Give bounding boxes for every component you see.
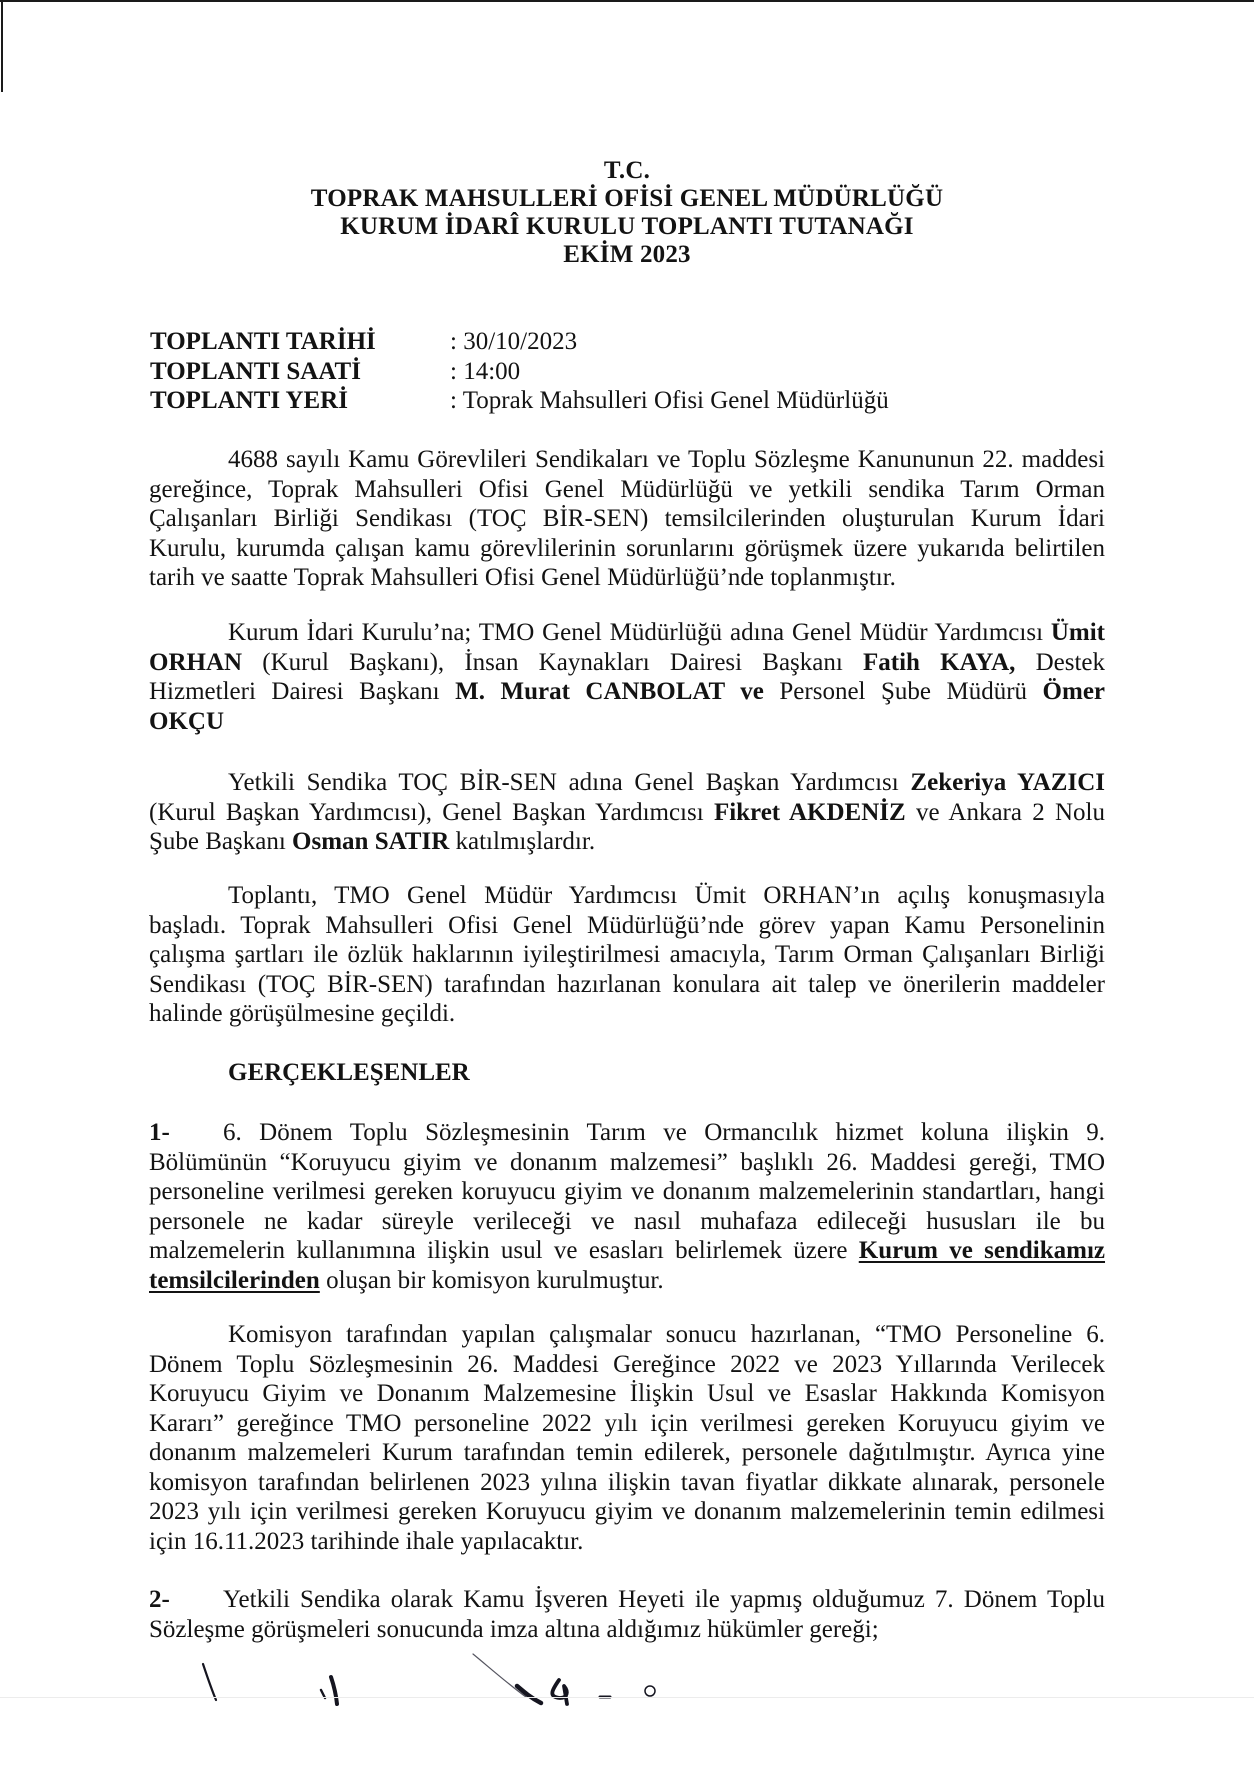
text-line bbox=[149, 1527, 1105, 1557]
meeting-date-value: : 30/10/2023 bbox=[450, 328, 578, 355]
text-run: (Kurul Başkanı), İnsan Kaynakları Dairesi Başkanı bbox=[242, 648, 864, 676]
meeting-place-value: : Toprak Mahsulleri Ofisi Genel Müdürlüğü bbox=[450, 387, 889, 414]
text-line bbox=[149, 827, 1105, 857]
scan-left-edge bbox=[1, 0, 3, 92]
text-run: malzemelerin kullanımına ilişkin usul ve esasları belirlemek üzere bbox=[149, 1237, 859, 1264]
text-run: katılmışlardır. bbox=[449, 828, 596, 855]
country-abbreviation: T.C. bbox=[603, 157, 651, 184]
text-run: komisyon tarafından belirlenen 2023 yılına ilişkin tavan fiyatlar dikkate alınarak, personele bbox=[149, 1468, 1105, 1496]
underlined-bold-text-run: temsilcilerinden bbox=[149, 1266, 320, 1294]
bold-text-run: Fikret AKDENİZ bbox=[713, 798, 906, 826]
opening-paragraph bbox=[149, 881, 1105, 1029]
text-run: Personel Şube Müdürü bbox=[763, 678, 1043, 705]
union-members-paragraph bbox=[149, 768, 1105, 857]
text-run: 6. Dönem Toplu Sözleşmesinin Tarım ve Ormancılık hizmet koluna ilişkin 9. bbox=[223, 1119, 1105, 1146]
bold-text-run: Fatih KAYA, bbox=[863, 648, 1016, 676]
meeting-info bbox=[150, 327, 1106, 416]
bold-text-run: Ömer bbox=[1042, 678, 1106, 705]
meeting-time-value: : 14:00 bbox=[450, 357, 521, 385]
bold-text-run: Ümit bbox=[1050, 619, 1105, 646]
item-number: 2- bbox=[149, 1586, 170, 1613]
text-line bbox=[149, 1409, 1105, 1439]
text-run: halinde görüşülmesine geçildi. bbox=[149, 1000, 456, 1027]
text-run: Sözleşme görüşmeleri sonucunda imza altına aldığımız hükümler gereği; bbox=[149, 1615, 879, 1643]
text-run: Komisyon tarafından yapılan çalışmalar sonucu hazırlanan, “TMO Personeline 6. bbox=[228, 1321, 1105, 1348]
item-number: 1- bbox=[149, 1119, 170, 1146]
text-line bbox=[149, 1118, 1105, 1148]
text-line bbox=[149, 1379, 1105, 1409]
text-run: Şube Başkanı bbox=[149, 828, 293, 855]
text-run: başladı. Toprak Mahsulleri Ofisi Genel Müdürlüğü’nde görev yapan Kamu Personelinin bbox=[149, 911, 1105, 939]
text-run: personele ne kadar süreyle verileceği ve nasıl muhafaza edileceği hususları ile bu bbox=[149, 1207, 1105, 1235]
scan-bottom-line bbox=[0, 1697, 1254, 1698]
text-run: Toplantı, TMO Genel Müdür Yardımcısı Ümit ORHAN’ın açılış konuşmasıyla bbox=[228, 882, 1105, 909]
document-title: KURUM İDARÎ KURULU TOPLANTI TUTANAĞI bbox=[340, 213, 914, 240]
text-run: gereğince, Toprak Mahsulleri Ofisi Genel Müdürlüğü ve yetkili sendika Tarım Orman bbox=[149, 475, 1105, 503]
text-run: için 16.11.2023 tarihinde ihale yapılacaktır. bbox=[149, 1527, 584, 1555]
text-line bbox=[149, 999, 1105, 1029]
scan-top-edge bbox=[0, 0, 1254, 2]
institution-members-paragraph bbox=[149, 618, 1105, 736]
meeting-place-label: TOPLANTI YERİ bbox=[150, 387, 348, 414]
text-line bbox=[149, 881, 1105, 911]
text-run: Koruyucu Giyim ve Donanım Malzemesine İlişkin Usul ve Esaslar Hakkında Komisyon bbox=[149, 1380, 1105, 1407]
text-run: Yetkili Sendika TOÇ BİR-SEN adına Genel Başkan Yardımcısı bbox=[228, 769, 911, 796]
text-line bbox=[149, 1468, 1105, 1498]
text-line bbox=[149, 1497, 1105, 1527]
signature-marks bbox=[0, 1640, 1254, 1740]
numbered-item-1 bbox=[149, 1118, 1105, 1295]
document-period: EKİM 2023 bbox=[563, 241, 691, 268]
signature-stroke bbox=[645, 1686, 655, 1696]
document-header bbox=[149, 157, 1105, 269]
signature-stroke bbox=[331, 1677, 337, 1704]
text-run: Bölümünün “Koruyucu giyim ve donanım malzemesi” başlıklı 26. Maddesi gereği, TMO bbox=[149, 1148, 1105, 1176]
text-line bbox=[149, 563, 1105, 593]
text-line bbox=[149, 504, 1105, 534]
text-line bbox=[149, 768, 1105, 798]
text-line bbox=[149, 798, 1105, 828]
text-run: Yetkili Sendika olarak Kamu İşveren Heyeti ile yapmış olduğumuz 7. Dönem Toplu bbox=[223, 1586, 1105, 1613]
text-run: Kararı” gereğince TMO personeline 2022 yılı için verilmesi gereken Koruyucu giyim ve bbox=[149, 1409, 1105, 1437]
text-run: tarih ve saatte Toprak Mahsulleri Ofisi Genel Müdürlüğü’nde toplanmıştır. bbox=[149, 564, 896, 591]
signature-stroke bbox=[552, 1680, 567, 1704]
text-run: donanım malzemeleri Kurum tarafından temin edilerek, personele dağıtılmıştır. Ayrıca yine bbox=[149, 1439, 1105, 1466]
commission-paragraph bbox=[149, 1320, 1105, 1556]
bold-text-run: ORHAN bbox=[149, 648, 243, 676]
text-run: (Kurul Başkan Yardımcısı), Genel Başkan Yardımcısı bbox=[149, 798, 714, 826]
text-run: Kurulu, kurumda çalışan kamu görevlilerinin sorunlarını görüşmek üzere yukarıda belirtilen bbox=[149, 534, 1105, 562]
numbered-item-2 bbox=[149, 1585, 1105, 1644]
text-line bbox=[149, 1266, 1105, 1296]
text-run: oluşan bir komisyon kurulmuştur. bbox=[319, 1266, 664, 1294]
text-line bbox=[149, 475, 1105, 505]
text-line bbox=[149, 970, 1105, 1000]
text-line bbox=[149, 534, 1105, 564]
text-run: Kurum İdari Kurulu’na; TMO Genel Müdürlüğü adına Genel Müdür Yardımcısı bbox=[228, 619, 1051, 646]
meeting-time-row bbox=[150, 357, 1106, 387]
text-line bbox=[149, 1585, 1105, 1615]
meeting-time-label: TOPLANTI SAATİ bbox=[150, 357, 361, 385]
text-line bbox=[149, 707, 1105, 737]
signature-stroke bbox=[517, 1686, 541, 1703]
text-line bbox=[149, 911, 1105, 941]
signature-stroke bbox=[473, 1654, 526, 1697]
institution-name: TOPRAK MAHSULLERİ OFİSİ GENEL MÜDÜRLÜĞÜ bbox=[310, 185, 944, 212]
text-line bbox=[149, 618, 1105, 648]
text-line bbox=[149, 1177, 1105, 1207]
intro-paragraph bbox=[149, 445, 1105, 593]
text-run: Dönem Toplu Sözleşmesinin 26. Maddesi Gereğince 2022 ve 2023 Yıllarında Verilecek bbox=[149, 1350, 1105, 1378]
text-line bbox=[149, 1320, 1105, 1350]
text-line bbox=[149, 648, 1105, 678]
meeting-place-row bbox=[150, 386, 1106, 416]
text-line bbox=[149, 677, 1105, 707]
text-run: ve Ankara 2 Nolu bbox=[905, 798, 1105, 826]
text-line bbox=[149, 1148, 1105, 1178]
text-run: Çalışanları Birliği Sendikası (TOÇ BİR-SEN) temsilcilerinden oluşturulan Kurum İdari bbox=[149, 505, 1105, 532]
meeting-date-row bbox=[150, 327, 1106, 357]
bold-text-run: Osman SATIR bbox=[292, 828, 450, 855]
text-line bbox=[149, 1350, 1105, 1380]
text-run: 4688 sayılı Kamu Görevlileri Sendikaları ve Toplu Sözleşme Kanununun 22. maddesi bbox=[228, 446, 1105, 473]
text-line bbox=[149, 1207, 1105, 1237]
underlined-bold-text-run: Kurum ve sendikamız bbox=[858, 1237, 1106, 1264]
text-line bbox=[149, 940, 1105, 970]
bold-text-run: OKÇU bbox=[149, 707, 224, 735]
signature-stroke bbox=[203, 1664, 216, 1700]
text-run: personeline verilmesi gereken koruyucu giyim ve donanım malzemelerinin standartları, hangi bbox=[149, 1178, 1105, 1205]
text-run: Destek bbox=[1015, 648, 1106, 676]
bold-text-run: M. Murat CANBOLAT ve bbox=[455, 678, 764, 705]
text-run: Hizmetleri Dairesi Başkanı bbox=[149, 678, 456, 705]
bold-text-run: Zekeriya YAZICI bbox=[910, 769, 1105, 796]
text-run: Sendikası (TOÇ BİR-SEN) tarafından hazırlanan konulara ait talep ve önerilerin maddeler bbox=[149, 970, 1105, 998]
section-heading: GERÇEKLEŞENLER bbox=[228, 1059, 470, 1086]
text-line bbox=[149, 1236, 1105, 1266]
meeting-date-label: TOPLANTI TARİHİ bbox=[150, 328, 376, 355]
text-line bbox=[149, 1438, 1105, 1468]
text-run: 2023 yılı için verilmesi gereken Koruyucu giyim ve donanım malzemelerinin temin edilmesi bbox=[149, 1498, 1105, 1525]
text-run: çalışma şartları ile özlük haklarının iyileştirilmesi amacıyla, Tarım Orman Çalışanları Birliği bbox=[149, 941, 1105, 968]
text-line bbox=[149, 445, 1105, 475]
